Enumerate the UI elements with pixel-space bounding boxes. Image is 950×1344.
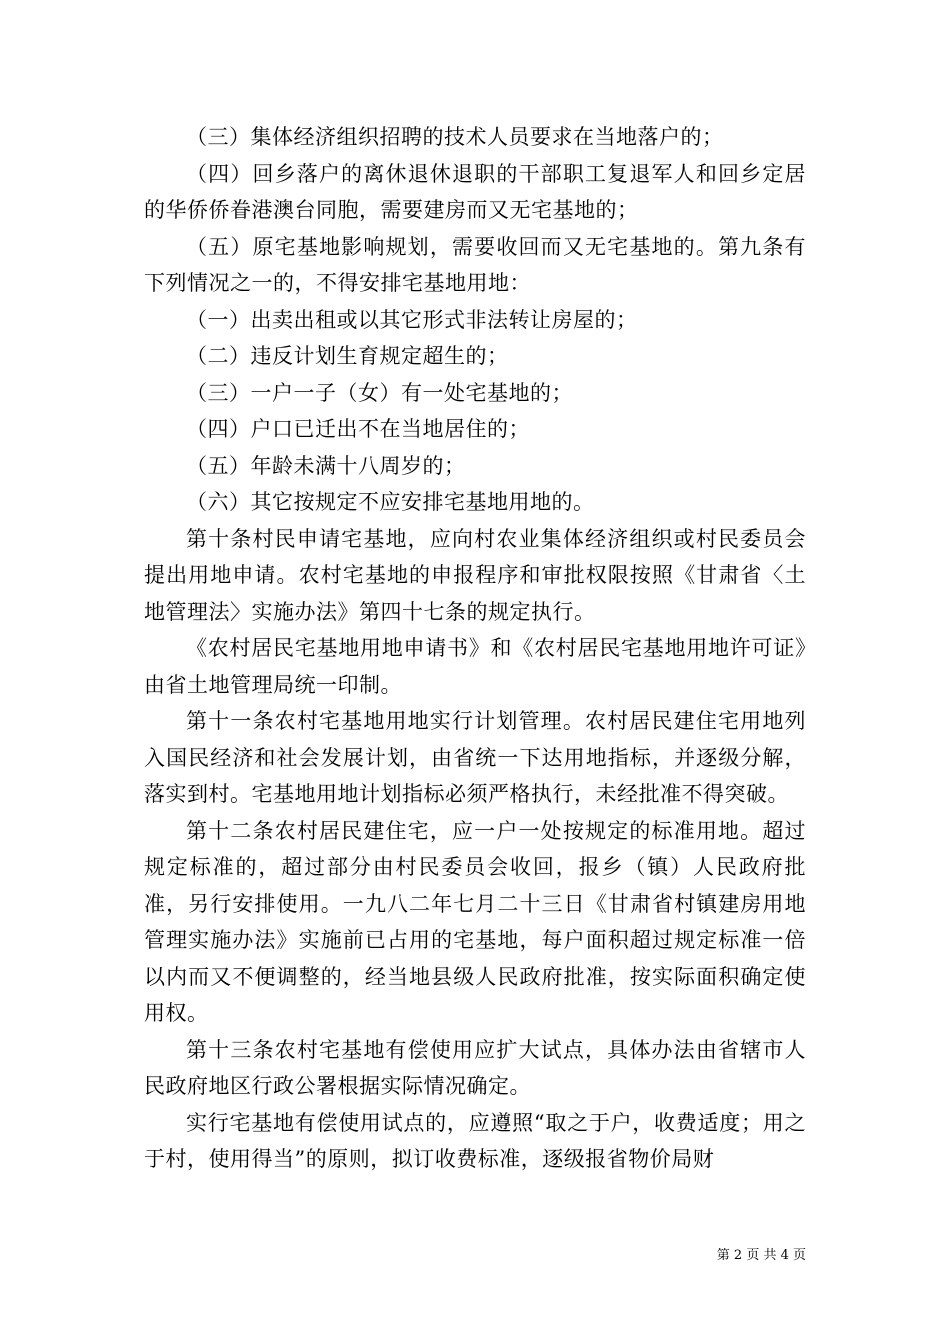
paragraph: （五）原宅基地影响规划，需要收回而又无宅基地的。第九条有下列情况之一的，不得安排宅基地用地： [144, 234, 806, 295]
paragraph: （三）一户一子（女）有一处宅基地的； [186, 380, 573, 405]
paragraph: （三）集体经济组织招聘的技术人员要求在当地落户的； [186, 125, 724, 149]
paragraph: （一）出卖出租或以其它形式非法转让房屋的； [186, 307, 638, 332]
paragraph: （四）回乡落户的离休退休退职的干部职工复退军人和回乡定居的华侨侨眷港澳台同胞，需要建房而又无宅基地的； [144, 161, 806, 222]
paragraph: （五）年龄未满十八周岁的； [186, 453, 466, 478]
paragraph: 实行宅基地有偿使用试点的，应遵照“取之于户，收费适度；用之于村，使用得当”的原则，拟订收费标准，逐级报省物价局财 [144, 1110, 806, 1171]
paragraph: （六）其它按规定不应安排宅基地用地的。 [186, 490, 595, 514]
paragraph: 第十一条农村宅基地用地实行计划管理。农村居民建住宅用地列入国民经济和社会发展计划，由省统一下达用地指标，并逐级分解，落实到村。宅基地用地计划指标必须严格执行，未经批准不得突破。 [144, 709, 806, 806]
paragraph: 《农村居民宅基地用地申请书》和《农村居民宅基地用地许可证》由省土地管理局统一印制。 [144, 636, 806, 697]
paragraph: （二）违反计划生育规定超生的； [186, 344, 509, 368]
paragraph: （四）户口已迁出不在当地居住的； [186, 417, 530, 441]
page-number-footer: 第 2 页 共 4 页 [716, 1248, 806, 1263]
paragraph: 第十二条农村居民建住宅，应一户一处按规定的标准用地。超过规定标准的，超过部分由村民委员会收回，报乡（镇）人民政府批准，另行安排使用。一九八二年七月二十三日《甘肃省村镇建房用地管理实施办法》实施前已占用的宅基地，每户面积超过规定标准一倍以内而又不便调整的，经当地县级人民政府批准，按实际面积确定使用权。 [144, 818, 806, 1025]
paragraph: 第十条村民申请宅基地，应向村农业集体经济组织或村民委员会提出用地申请。农村宅基地的申报程序和审批权限按照《甘肃省〈土地管理法〉实施办法》第四十七条的规定执行。 [144, 526, 806, 624]
paragraph: 第十三条农村宅基地有偿使用应扩大试点，具体办法由省辖市人民政府地区行政公署根据实际情况确定。 [144, 1037, 806, 1098]
document-body [144, 119, 806, 1178]
